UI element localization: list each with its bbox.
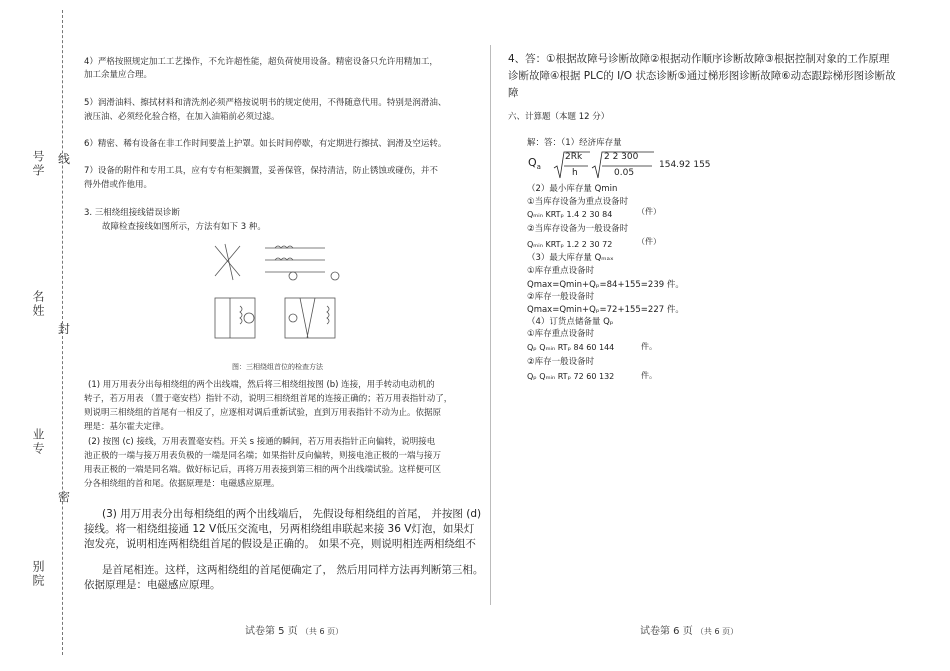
method3-line4: 是首尾相连。这样，这两相绕组的首尾便确定了， 然后用同样方法再判断第三相。 <box>102 564 484 576</box>
item4-line1: 4）严格按照规定加工工艺操作，不允许超性能，超负荷使用设备。精密设备只允许用精加工， <box>84 57 438 67</box>
figure-caption: 图：三相绕组首位的检查方法 <box>232 363 323 371</box>
method2-line3: 用表正极的一端是同名端。做好标记后，再将万用表接到第三相的两个出线端试验。这样便可区 <box>84 465 442 475</box>
section3-heading: 3. 三相绕组接线错误诊断 <box>84 208 180 218</box>
answer4-line3: 障 <box>508 87 519 99</box>
qa-symbol: $Q_a$ <box>528 156 541 172</box>
method2-line2: 池正极的一端与接万用表负极的一端是同名端；如果指针反向偏转，则接电池正极的一端与接万 <box>84 451 442 461</box>
left-page-footer <box>245 622 343 637</box>
method2-line4: 分各相绕组的首和尾。依据原理是：电磁感应原理。 <box>84 479 280 489</box>
item5-line1: 5）润滑油料、擦拭材料和清洗剂必须严格按说明书的规定使用，不得随意代用。特别是润滑油、 <box>84 98 447 108</box>
frac1-numerator: 2Rk <box>565 152 583 162</box>
method3-line5: 依据原理是：电磁感应原理。 <box>84 579 221 591</box>
left-footer-total: （共 6 页） <box>300 627 344 636</box>
name-label: 名姓 <box>31 290 45 318</box>
item7-line2: 得外借或作他用。 <box>84 180 153 190</box>
calc-line-key-order: ①库存重点设备时 <box>527 329 595 339</box>
binding-mark-seal: 封 <box>58 322 71 336</box>
calc-order-key-unit: 件。 <box>641 342 657 351</box>
student-id-label: 号学 <box>31 150 45 178</box>
calc-min-general-formula: Qₘᵢₙ KRTₚ 1.2 2 30 72 <box>527 240 613 249</box>
calc-order-key-formula: Qₚ Qₘᵢₙ RTₚ 84 60 144 <box>527 343 615 352</box>
frac1-denominator: h <box>572 168 578 178</box>
right-footer-page: 试卷第 6 页 <box>640 626 693 637</box>
calc-min-general-unit: （件） <box>637 237 661 246</box>
left-footer-page: 试卷第 5 页 <box>245 626 298 637</box>
calc-max-general-formula: Qmax=Qmin+Qₚ=72+155=227 件。 <box>527 305 684 315</box>
calc-order-general-formula: Qₚ Qₘᵢₙ RTₚ 72 60 132 <box>527 372 615 381</box>
method1-line4: 理是：基尔霍夫定律。 <box>84 422 170 432</box>
answer4-line1: 4、答：①根据故障号诊断故障②根据动作顺序诊断故障③根据控制对象的工作原理 <box>508 53 890 65</box>
section6-heading: 六、计算题（本题 12 分） <box>508 112 610 122</box>
solution-intro: 解：答：（1）经济库存量 <box>527 138 622 148</box>
binding-mark-line: 线 <box>58 152 71 166</box>
frac2-numerator: 2 2 300 <box>604 152 639 162</box>
calc-line-key-max: ①库存重点设备时 <box>527 266 595 276</box>
item6-line: 6）精密、稀有设备在非工作时间要盖上护罩。如长时间停歇，有定期进行擦拭、润滑及空运转。 <box>84 139 447 149</box>
calc-min-key-formula: Qₘᵢₙ KRTₚ 1.4 2 30 84 <box>527 210 613 219</box>
calc-line-order: （4）订货点储备量 Qₚ <box>527 317 614 327</box>
frac2-denominator: 0.05 <box>614 168 635 178</box>
right-footer-total: （共 6 页） <box>695 627 739 636</box>
calc-order-general-unit: 件。 <box>641 371 657 380</box>
binding-mark-secret: 密 <box>58 490 71 504</box>
method3-line1: (3) 用万用表分出每相绕组的两个出线端后， 先假设每相绕组的首尾， 并按图 (d) <box>102 508 482 520</box>
calc-line-general-order: ②库存一般设备时 <box>527 357 595 367</box>
calc-line-key-min: ①当库存设备为重点设备时 <box>527 197 629 207</box>
calc-min-key-unit: （件） <box>637 207 661 216</box>
right-page-footer <box>640 622 738 637</box>
calc-line-general-min: ②当库存设备为一般设备时 <box>527 224 629 234</box>
method3-line3: 泡发亮，说明相连两相绕组首尾的假设是正确的。 如果不亮，则说明相连两相绕组不 <box>84 538 476 550</box>
method2-line1: (2) 按图 (c) 接线，万用表置毫安档。开关 s 接通的瞬间，若万用表指针正向偏转，说明接电 <box>88 437 436 447</box>
winding-check-figure <box>205 236 355 354</box>
major-label: 业专 <box>31 428 45 456</box>
page-divider <box>490 45 491 605</box>
item5-line2: 液压油、必须经化验合格，在加入油箱前必须过滤。 <box>84 112 280 122</box>
calc-line-general-max: ②库存一般设备时 <box>527 292 595 302</box>
answer4-line2: 诊断故障④根据 PLC的 I/O 状态诊断⑤通过梯形图诊断故障⑥动态跟踪梯形图诊断故 <box>508 70 896 82</box>
qa-result: 154.92 155 <box>659 160 711 170</box>
item7-line1: 7）设备的附件和专用工具，应有专有柜架搁置，妥善保管，保持清洁，防止锈蚀或碰伤，并不 <box>84 166 438 176</box>
method3-line2: 接线。将一相绕组接通 12 V低压交流电，另两相绕组串联起来接 36 V灯泡，如果灯 <box>84 523 475 535</box>
calc-max-key-formula: Qmax=Qmin+Qₚ=84+155=239 件。 <box>527 280 684 290</box>
method1-line2: 转子，若万用表 （置于毫安档）指针不动，说明三相绕组首尾的连接正确的；若万用表指针动了， <box>84 394 453 404</box>
calc-line-max: （3）最大库存量 Qₘₐₓ <box>527 253 614 263</box>
section3-intro: 故障检查接线如图所示，方法有如下 3 种。 <box>102 222 266 232</box>
method1-line3: 则说明三相绕组的首尾有一相反了，应逐相对调后重新试验，直到万用表指针不动为止。依据原 <box>84 408 442 418</box>
method1-line1: (1) 用万用表分出每相绕组的两个出线端，然后将三相绕组按图 (b) 连接，用手转动电动机的 <box>88 380 435 390</box>
calc-line-min: （2）最小库存量 Qmin <box>527 184 618 194</box>
item4-line2: 加工余量应合理。 <box>84 70 153 80</box>
college-label: 别院 <box>31 560 45 588</box>
